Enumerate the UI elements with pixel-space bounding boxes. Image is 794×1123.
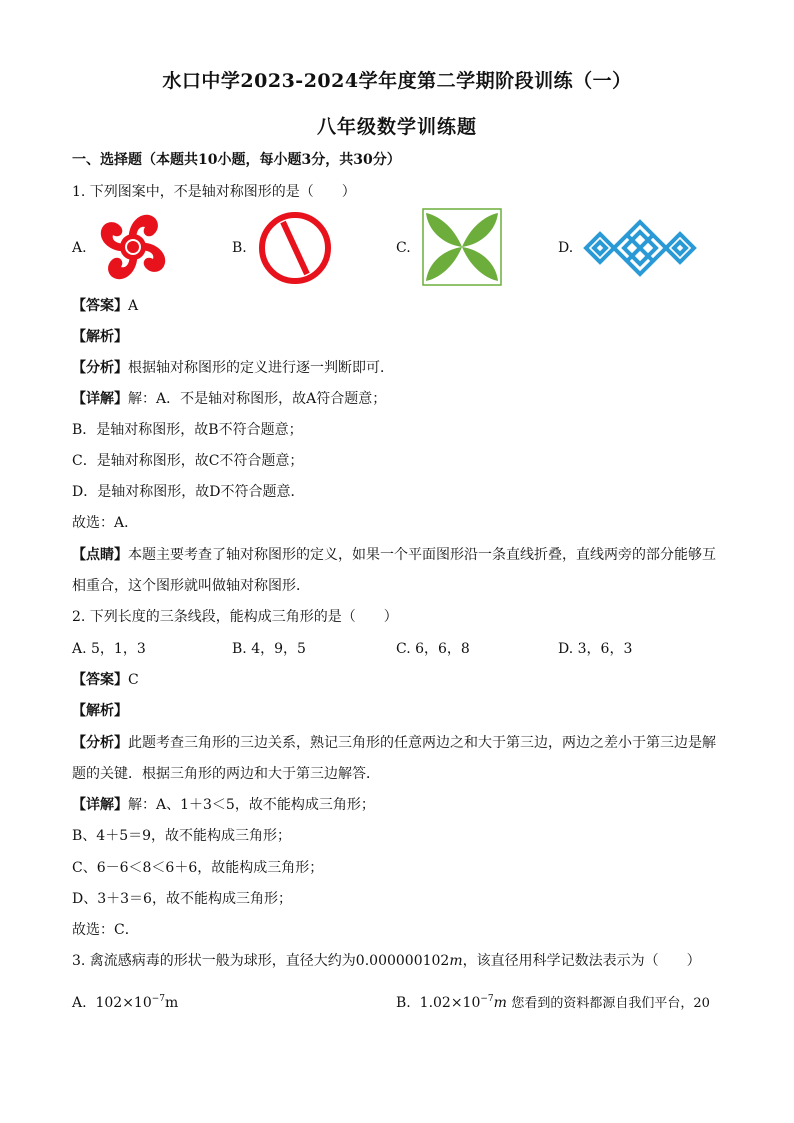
q1-line-c: C．是轴对称图形，故C不符合题意； (72, 453, 304, 469)
q2-option-b: B. 4，9，5 (232, 641, 306, 657)
xiangjie-text: 解：A．不是轴对称图形，故A符合题意； (128, 391, 387, 407)
q2-line-c: C、6－6＜8＜6＋6，故能构成三角形； (72, 860, 324, 876)
q3-stem (72, 951, 701, 971)
dianjing-text: 本题主要考查了轴对称图形的定义，如果一个平面图形沿一条直线折叠，直线两旁的部分能够互 (128, 547, 716, 563)
q3-option-a-base: 102×10 (95, 995, 152, 1011)
q2-option-a: A. 5，1，3 (72, 641, 146, 657)
q1-analysis-tag: 【解析】 (72, 329, 128, 345)
q3-stem-text: 3. 禽流感病毒的形状一般为球形，直径大约为0.000000102 (72, 953, 450, 969)
q1-xiangjie (72, 389, 386, 409)
xiangjie-tag: 【详解】 (72, 797, 128, 813)
fenxi-tag: 【分析】 (72, 735, 128, 751)
q2-line-d: D、3＋3＝6，故不能构成三角形； (72, 891, 292, 907)
q3-option-a (72, 989, 178, 1013)
q2-analysis-tag: 【解析】 (72, 703, 128, 719)
q2-stem: 2. 下列长度的三条线段，能构成三角形的是（ ） (72, 609, 398, 625)
green-leaves-icon (422, 208, 502, 286)
xiangjie-text: 解：A、1＋3＜5，故不能构成三角形； (128, 797, 375, 813)
q2-option-d: D. 3，6，3 (558, 641, 633, 657)
xiangjie-tag: 【详解】 (72, 391, 128, 407)
document-title: 水口中学2023-2024学年度第二学期阶段训练（一） (162, 70, 632, 92)
q3-option-b-unit: m (493, 995, 507, 1011)
q3-option-b-exp: −7 (480, 994, 494, 1004)
q1-line-d: D．是轴对称图形，故D不符合题意． (72, 484, 305, 500)
answer-value: A (128, 298, 139, 314)
section-heading: 一、选择题（本题共10小题，每小题3分，共30分） (72, 152, 401, 168)
q2-xiangjie (72, 795, 375, 815)
q1-option-b-label: B. (232, 240, 247, 256)
document-subtitle: 八年级数学训练题 (316, 116, 477, 138)
red-pinwheel-icon (94, 208, 172, 286)
q2-fenxi-cont: 题的关键．根据三角形的两边和大于第三边解答． (72, 766, 380, 782)
q3-option-a-label: A. (72, 995, 87, 1011)
answer-tag: 【答案】 (72, 672, 128, 688)
q1-option-d-label: D. (558, 240, 574, 256)
fenxi-text: 根据轴对称图形的定义进行逐一判断即可． (128, 360, 394, 376)
q3-option-a-exp: −7 (151, 994, 166, 1004)
q1-option-a-label: A. (72, 240, 87, 256)
q3-stem-tail: ，该直径用科学记数法表示为（ ） (462, 953, 701, 969)
red-no-sign-icon (257, 210, 333, 286)
q2-answer (72, 670, 139, 690)
q3-option-b-tail: 您看到的资料都源自我们平台，20 (511, 996, 710, 1011)
q2-line-b: B、4＋5＝9，故不能构成三角形； (72, 828, 292, 844)
q1-dianjing-cont: 相重合，这个图形就叫做轴对称图形． (72, 578, 310, 594)
q3-option-b (396, 989, 710, 1014)
answer-value: C (128, 672, 139, 688)
q2-choice: 故选：C． (72, 922, 139, 938)
q1-choice: 故选：A． (72, 515, 139, 531)
q3-option-a-unit: m (165, 995, 179, 1011)
q1-dianjing (72, 545, 716, 565)
dianjing-tag: 【点睛】 (72, 547, 128, 563)
fenxi-text: 此题考查三角形的三边关系，熟记三角形的任意两边之和大于第三边，两边之差小于第三边是解 (128, 735, 716, 751)
answer-tag: 【答案】 (72, 298, 128, 314)
q3-stem-unit: m (449, 953, 463, 969)
q1-stem: 1. 下列图案中，不是轴对称图形的是（ ） (72, 184, 356, 200)
q2-option-c: C. 6，6，8 (396, 641, 470, 657)
q1-answer (72, 296, 138, 316)
q3-option-b-base: 1.02×10 (419, 995, 481, 1011)
q1-option-c-label: C. (396, 240, 411, 256)
q1-fenxi (72, 358, 394, 378)
q2-fenxi (72, 733, 716, 753)
blue-knot-icon (582, 216, 698, 280)
fenxi-tag: 【分析】 (72, 360, 128, 376)
q1-line-b: B．是轴对称图形，故B不符合题意； (72, 422, 303, 438)
q3-option-b-label: B. (396, 995, 411, 1011)
